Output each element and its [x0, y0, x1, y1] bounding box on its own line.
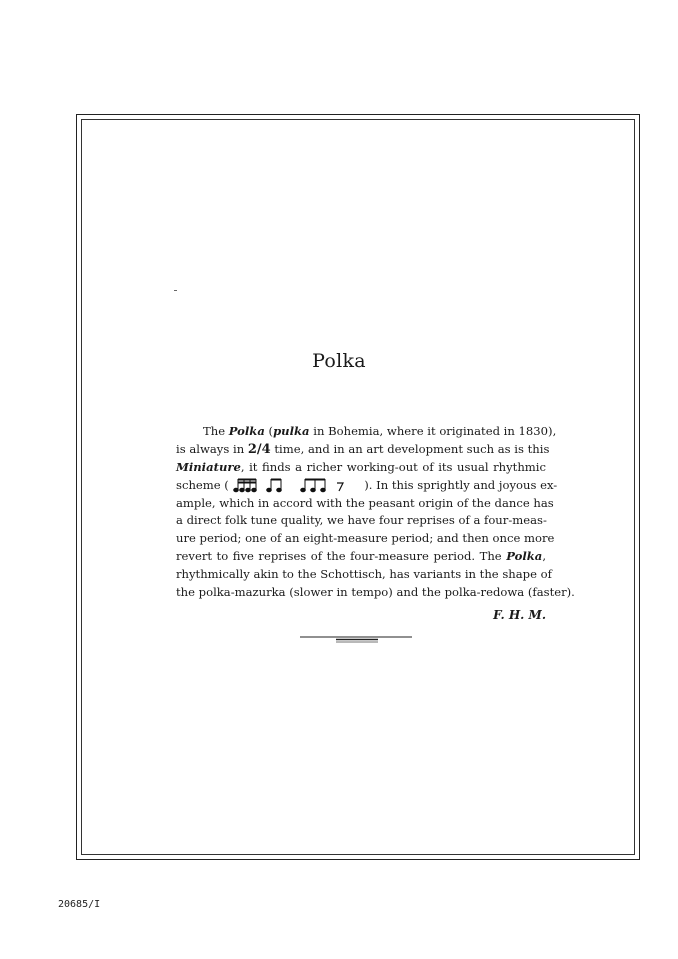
text-run: The	[203, 424, 229, 438]
author-initials: F. H. M.	[493, 608, 546, 622]
rhythm-notation-icon	[233, 477, 361, 493]
text-run: (	[264, 424, 274, 438]
text-line-9: rhythmically akin to the Schottisch, has variants in the shape of	[176, 567, 552, 582]
text-line-5: ample, which in accord with the peasant origin of the dance has	[176, 495, 554, 510]
text-run: ,	[542, 549, 546, 564]
page-title: Polka	[312, 350, 366, 372]
text-run: time, and in an art development such as is this	[270, 441, 550, 456]
text-line-7: ure period; one of an eight-measure period; and then once more	[176, 531, 555, 546]
text-run: revert to five reprises of the four-measure period. The	[176, 549, 507, 564]
italic-term-polka: Polka	[228, 424, 265, 438]
text-line-4	[176, 477, 558, 495]
italic-term-polka: Polka	[506, 549, 543, 564]
text-run: scheme (	[176, 477, 233, 492]
text-line-10: the polka-mazurka (slower in tempo) and the polka-redowa (faster).	[176, 585, 575, 600]
text-run: ). In this sprightly and joyous ex-	[360, 477, 558, 492]
italic-term-pulka: pulka	[273, 424, 310, 438]
text-run: , it finds a richer working-out of its usual rhythmic	[240, 459, 546, 474]
description-paragraph	[176, 423, 575, 602]
paper-speck	[174, 290, 177, 291]
plate-number: 20685/I	[58, 899, 101, 910]
text-run: is always in	[176, 441, 248, 456]
text-line-1	[176, 423, 557, 441]
italic-term-miniature: Miniature	[176, 459, 241, 474]
text-line-6: a direct folk tune quality, we have four reprises of a four-meas-	[176, 513, 547, 528]
text-line-3	[176, 459, 546, 477]
text-line-8	[176, 548, 546, 566]
text-run: in Bohemia, where it originated in 1830),	[309, 424, 557, 438]
time-signature: 2/4	[247, 441, 271, 457]
ornamental-rule	[0, 635, 678, 645]
text-line-2	[176, 441, 550, 459]
